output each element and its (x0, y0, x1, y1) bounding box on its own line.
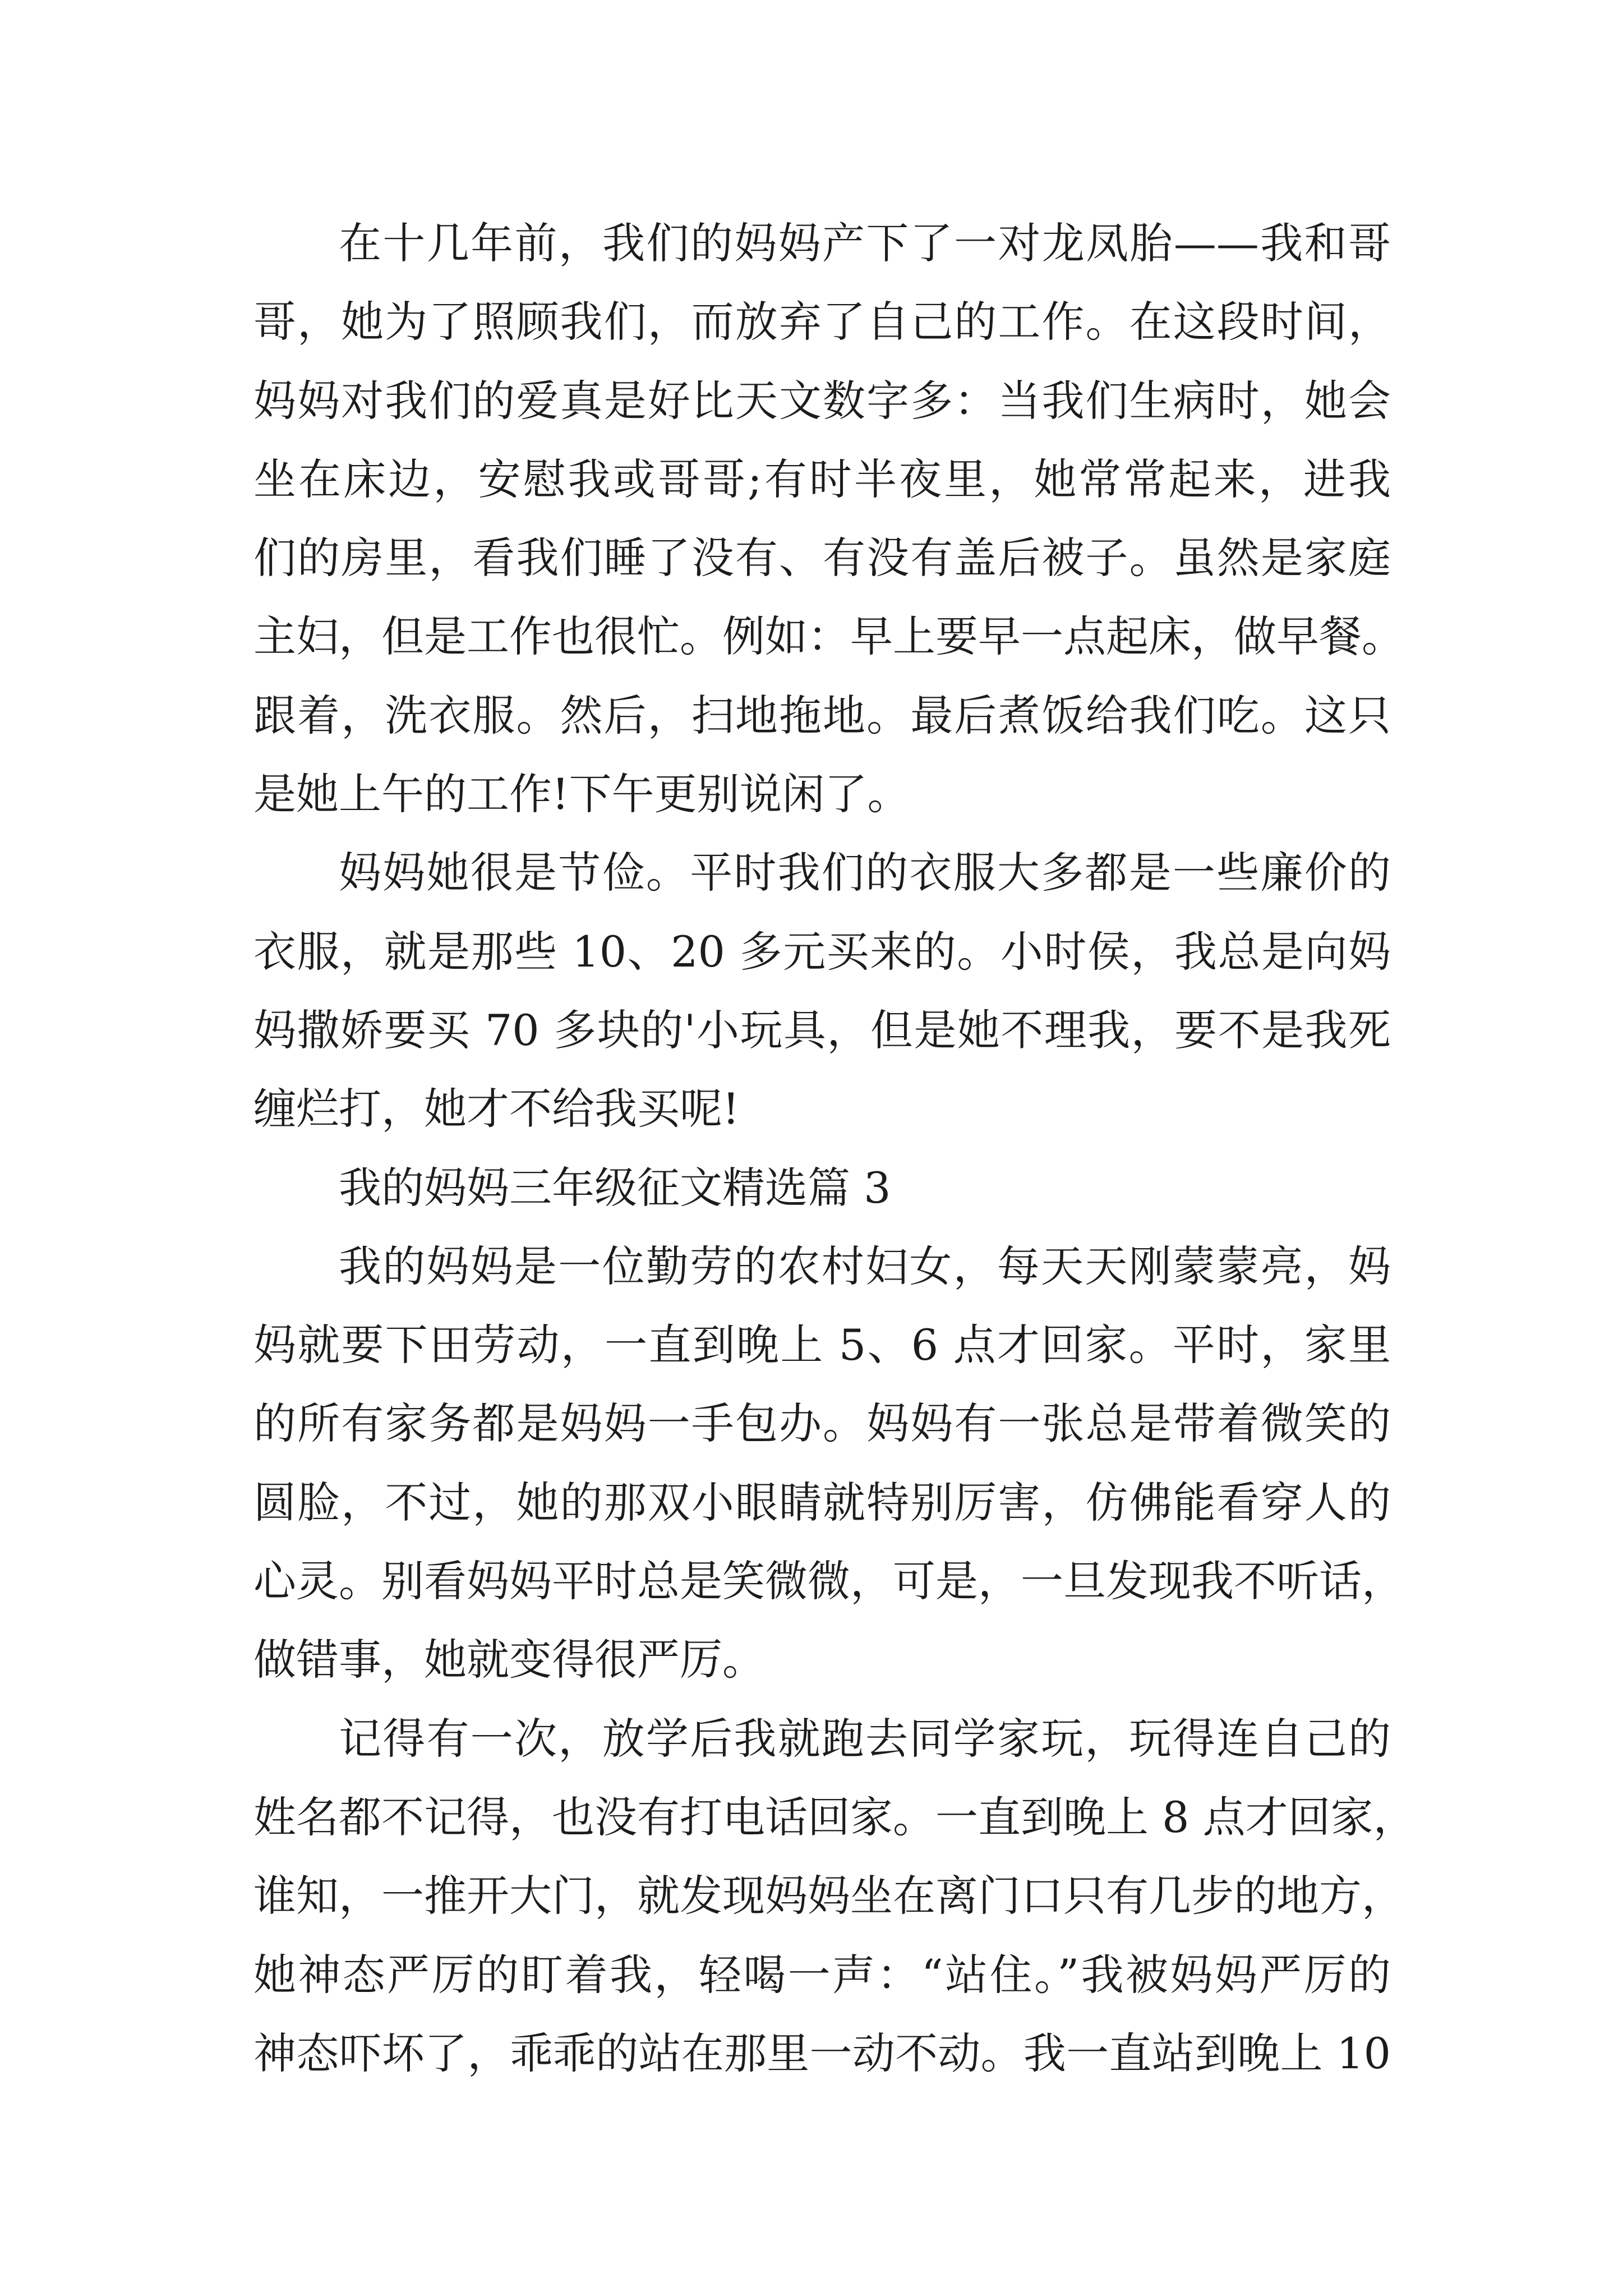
paragraph-line: 妈妈对我们的爱真是好比天文数字多：当我们生病时，她会 (253, 375, 1391, 426)
paragraph (253, 1700, 1416, 2093)
section-heading (253, 1149, 1391, 1227)
paragraph-line: 姓名都不记得，也没有打电话回家。一直到晚上 8 点才回家， (253, 1792, 1416, 1842)
paragraph-line: 做错事，她就变得很严厉。 (253, 1635, 765, 1685)
paragraph (253, 1227, 1404, 1700)
paragraph-line: 哥，她为了照顾我们，而放弃了自己的工作。在这段时间， (253, 297, 1391, 347)
paragraph-line: 是她上午的工作!下午更别说闲了。 (253, 769, 910, 820)
paragraph-line: 们的房里，看我们睡了没有、有没有盖后被子。虽然是家庭 (253, 533, 1391, 583)
paragraph-line: 谁知，一推开大门，就发现妈妈坐在离门口只有几步的地方， (253, 1871, 1404, 1921)
paragraph-line: 神态吓坏了，乖乖的站在那里一动不动。我一直站到晚上 10 (253, 2028, 1391, 2078)
paragraph-line: 圆脸，不过，她的那双小眼睛就特别厉害，仿佛能看穿人的 (253, 1477, 1391, 1527)
paragraph-line: 她神态严厉的盯着我，轻喝一声：“站住。”我被妈妈严厉的 (253, 1949, 1391, 2000)
paragraph-line: 主妇，但是工作也很忙。例如：早上要早一点起床，做早餐。 (253, 611, 1404, 662)
paragraph-line: 缠烂打，她才不给我买呢! (253, 1084, 740, 1134)
paragraph-line: 的所有家务都是妈妈一手包办。妈妈有一张总是带着微笑的 (253, 1398, 1391, 1449)
section-heading-text: 我的妈妈三年级征文精选篇 3 (339, 1162, 891, 1213)
paragraph-line: 妈撒娇要买 70 多块的'小玩具，但是她不理我，要不是我死 (253, 1005, 1391, 1055)
paragraph-line: 跟着，洗衣服。然后，扫地拖地。最后煮饭给我们吃。这只 (253, 690, 1391, 740)
paragraph-line: 妈妈她很是节俭。平时我们的衣服大多都是一些廉价的 (339, 848, 1391, 898)
paragraph (253, 204, 1404, 834)
paragraph-line: 在十几年前，我们的妈妈产下了一对龙凤胎——我和哥 (339, 218, 1391, 268)
paragraph (253, 834, 1391, 1148)
document-body (253, 204, 1416, 2093)
paragraph-line: 记得有一次，放学后我就跑去同学家玩，玩得连自己的 (339, 1713, 1391, 1764)
paragraph-line: 衣服，就是那些 10、20 多元买来的。小时侯，我总是向妈 (253, 926, 1391, 977)
paragraph-line: 坐在床边，安慰我或哥哥;有时半夜里，她常常起来，进我 (253, 454, 1391, 504)
paragraph-line: 妈就要下田劳动，一直到晚上 5、6 点才回家。平时，家里 (253, 1320, 1391, 1370)
paragraph-line: 我的妈妈是一位勤劳的农村妇女，每天天刚蒙蒙亮，妈 (339, 1241, 1391, 1291)
paragraph-line: 心灵。别看妈妈平时总是笑微微，可是，一旦发现我不听话， (253, 1556, 1404, 1607)
